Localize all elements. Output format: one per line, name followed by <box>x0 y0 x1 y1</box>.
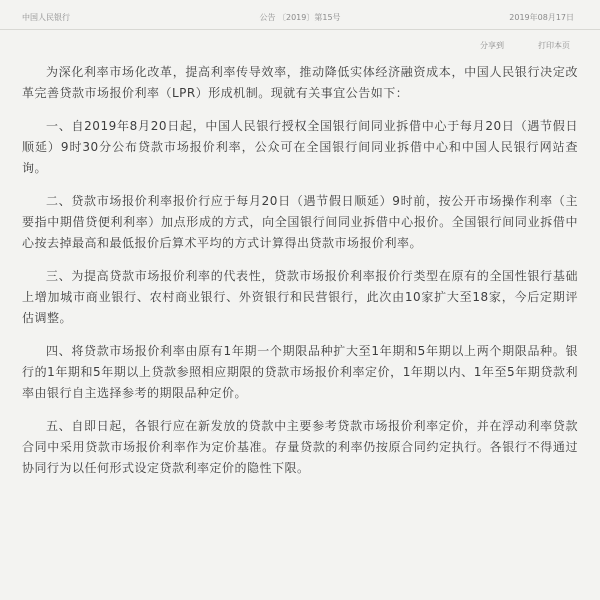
paragraph-intro: 为深化利率市场化改革，提高利率传导效率，推动降低实体经济融资成本，中国人民银行决定改革完善贷款市场报价利率（LPR）形成机制。现就有关事宜公告如下： <box>22 65 578 100</box>
publish-date: 2019年08月17日 <box>509 13 574 22</box>
paragraph-4: 四、将贷款市场报价利率由原有1年期一个期限品种扩大至1年期和5年期以上两个期限品种。银行的1年期和5年期以上贷款参照相应期限的贷款市场报价利率定价，1年期以内、1年至5年期贷款利率由银行自主选择参考的期限品种定价。 <box>22 344 578 400</box>
paragraph-2: 二、贷款市场报价利率报价行应于每月20日（遇节假日顺延）9时前，按公开市场操作利率（主要指中期借贷便利利率）加点形成的方式，向全国银行间同业拆借中心报价。全国银行间同业拆借中心按去掉最高和最低报价后算术平均的方式计算得出贷款市场报价利率。 <box>22 194 578 250</box>
top-header-bar <box>0 0 600 30</box>
source-label: 中国人民银行 <box>22 13 70 22</box>
paragraph-1: 一、自2019年8月20日起，中国人民银行授权全国银行间同业拆借中心于每月20日（遇节假日顺延）9时30分公布贷款市场报价利率，公众可在全国银行间同业拆借中心和中国人民银行网站查询。 <box>22 119 578 175</box>
paragraph-5: 五、自即日起，各银行应在新发放的贷款中主要参考贷款市场报价利率定价，并在浮动利率贷款合同中采用贷款市场报价利率作为定价基准。存量贷款的利率仍按原合同约定执行。各银行不得通过协同行为以任何形式设定贷款利率定价的隐性下限。 <box>22 419 578 475</box>
document-title: 公告 〔2019〕第15号 <box>259 13 341 22</box>
print-button[interactable]: 打印本页 <box>538 41 570 50</box>
share-button[interactable]: 分享到 <box>480 41 504 50</box>
article-toolbar <box>480 40 570 51</box>
article-body <box>22 62 578 600</box>
paragraph-3: 三、为提高贷款市场报价利率的代表性，贷款市场报价利率报价行类型在原有的全国性银行基础上增加城市商业银行、农村商业银行、外资银行和民营银行，此次由10家扩大至18家，今后定期评估调整。 <box>22 269 578 325</box>
